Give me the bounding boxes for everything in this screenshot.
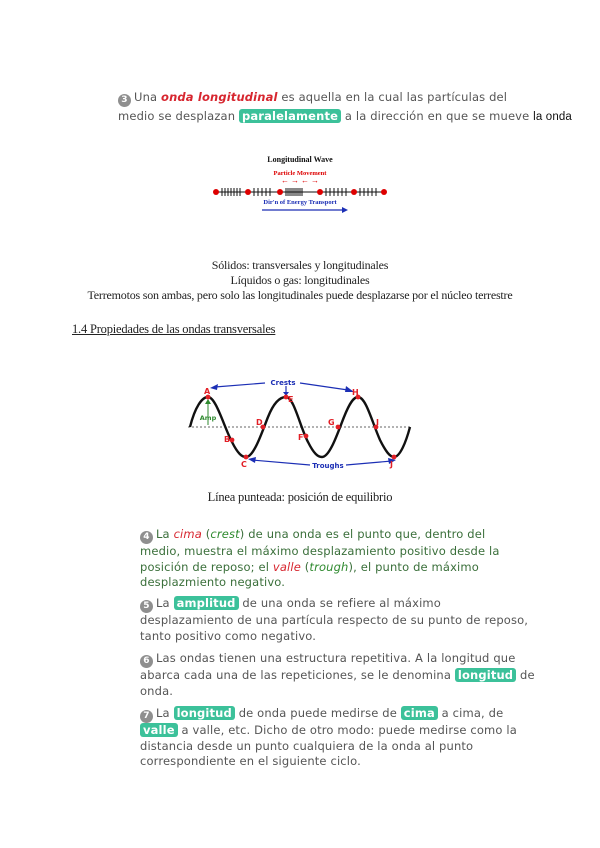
number-badge: 7: [140, 710, 153, 723]
highlight-term: onda longitudinal: [161, 90, 278, 104]
point-D: D: [256, 418, 263, 427]
number-badge: 6: [140, 655, 153, 668]
trough-term: trough: [309, 559, 349, 574]
text: de una onda se refiere al máximo: [238, 596, 441, 610]
text: a cima, de: [437, 706, 504, 720]
point-F: F: [298, 433, 304, 442]
point-I: I: [376, 418, 379, 427]
number-badge: 5: [140, 600, 153, 613]
longitud-highlight: longitud: [174, 706, 235, 720]
text: Las ondas tienen una estructura repetitiva. A la longitud que: [156, 651, 516, 665]
text: correspondiente en el siguiente ciclo.: [140, 754, 361, 768]
number-badge: 4: [140, 531, 153, 544]
text: (: [300, 559, 310, 574]
text: (: [201, 527, 211, 541]
point-C: C: [241, 460, 247, 469]
text: La: [156, 527, 174, 541]
cima-term: cima: [173, 527, 202, 541]
valle-term: valle: [272, 559, 301, 574]
text: medio se desplazan: [118, 109, 239, 123]
text: a valle, etc. Dicho de otro modo: puede medirse como la: [177, 723, 517, 737]
point-E: E: [288, 395, 294, 404]
paragraph-medicion: [140, 706, 517, 770]
text: La: [156, 706, 174, 720]
amplitud-highlight: amplitud: [174, 596, 239, 610]
valle-highlight: valle: [140, 723, 178, 737]
text: desplazamiento de una partícula respecto de su punto de reposo,: [140, 613, 529, 627]
paragraph-amplitud: [140, 596, 529, 644]
tail-text: la onda: [533, 111, 572, 123]
text: desplazmiento negativo.: [140, 575, 286, 589]
crests-arrow-left: [215, 383, 265, 387]
point-G: G: [328, 418, 335, 427]
longitudinal-wave-figure: [210, 155, 390, 230]
crests-arrow-right: [300, 383, 348, 390]
point-A: A: [204, 387, 211, 396]
text: de onda puede medirse de: [234, 706, 401, 720]
particle-movement-label: Particle Movement: [273, 170, 327, 177]
text: posición de reposo; el: [140, 559, 273, 574]
wave-caption: Línea punteada: posición de equilibrio: [207, 490, 393, 504]
amp-label: Amp: [199, 414, 217, 422]
paragraph-cima: [140, 527, 500, 591]
wave-types-text: [0, 258, 600, 303]
troughs-arrow-left: [252, 460, 310, 465]
line-liquidos: Líquidos o gas: longitudinales: [230, 273, 370, 287]
point-J: J: [390, 460, 393, 469]
text: tanto positivo como negativo.: [140, 628, 317, 643]
line-solidos: Sólidos: transversales y longitudinales: [211, 258, 389, 272]
text: distancia desde un punto cualquiera de la onda al punto: [140, 738, 474, 753]
cima-highlight: cima: [401, 706, 438, 720]
energy-transport-label: Dir'n of Energy Transport: [263, 199, 337, 206]
highlight-box: paralelamente: [239, 109, 341, 123]
paragraph-longitud: [140, 651, 535, 699]
particle-chain: [210, 185, 390, 199]
text: abarca cada una de las repeticiones, se le denomina: [140, 668, 455, 682]
text: a la dirección en que se mueve: [341, 109, 530, 123]
text: Una: [134, 90, 162, 104]
text: de: [516, 668, 535, 682]
text: es aquella en la cual las partículas del: [277, 90, 508, 104]
crest-term: crest: [210, 527, 240, 541]
point-H: H: [352, 388, 359, 397]
longitud-highlight: longitud: [455, 668, 516, 682]
line-terremotos: Terremotos son ambas, pero solo las longitudinales puede desplazarse por el núcleo terrestre: [87, 288, 513, 302]
number-badge: 3: [118, 94, 131, 107]
point-B: B: [224, 435, 231, 444]
text: medio, muestra el máximo desplazamiento positivo desde la: [140, 544, 500, 558]
transverse-wave-figure: [180, 372, 415, 472]
troughs-label: Troughs: [312, 462, 344, 470]
energy-arrow: [210, 206, 390, 214]
text: La: [156, 596, 174, 610]
text: ), el punto de máximo: [348, 559, 479, 574]
troughs-arrow-right: [346, 461, 392, 465]
section-heading: 1.4 Propiedades de las ondas transversales: [72, 322, 276, 336]
onda-longitudinal-paragraph: [118, 90, 572, 126]
text: onda.: [140, 683, 174, 698]
figure-title: Longitudinal Wave: [267, 155, 333, 164]
particle-arrows: ← → ← →: [281, 176, 319, 185]
text: ) de una onda es el punto que, dentro del: [239, 527, 486, 541]
crests-label: Crests: [270, 379, 296, 387]
